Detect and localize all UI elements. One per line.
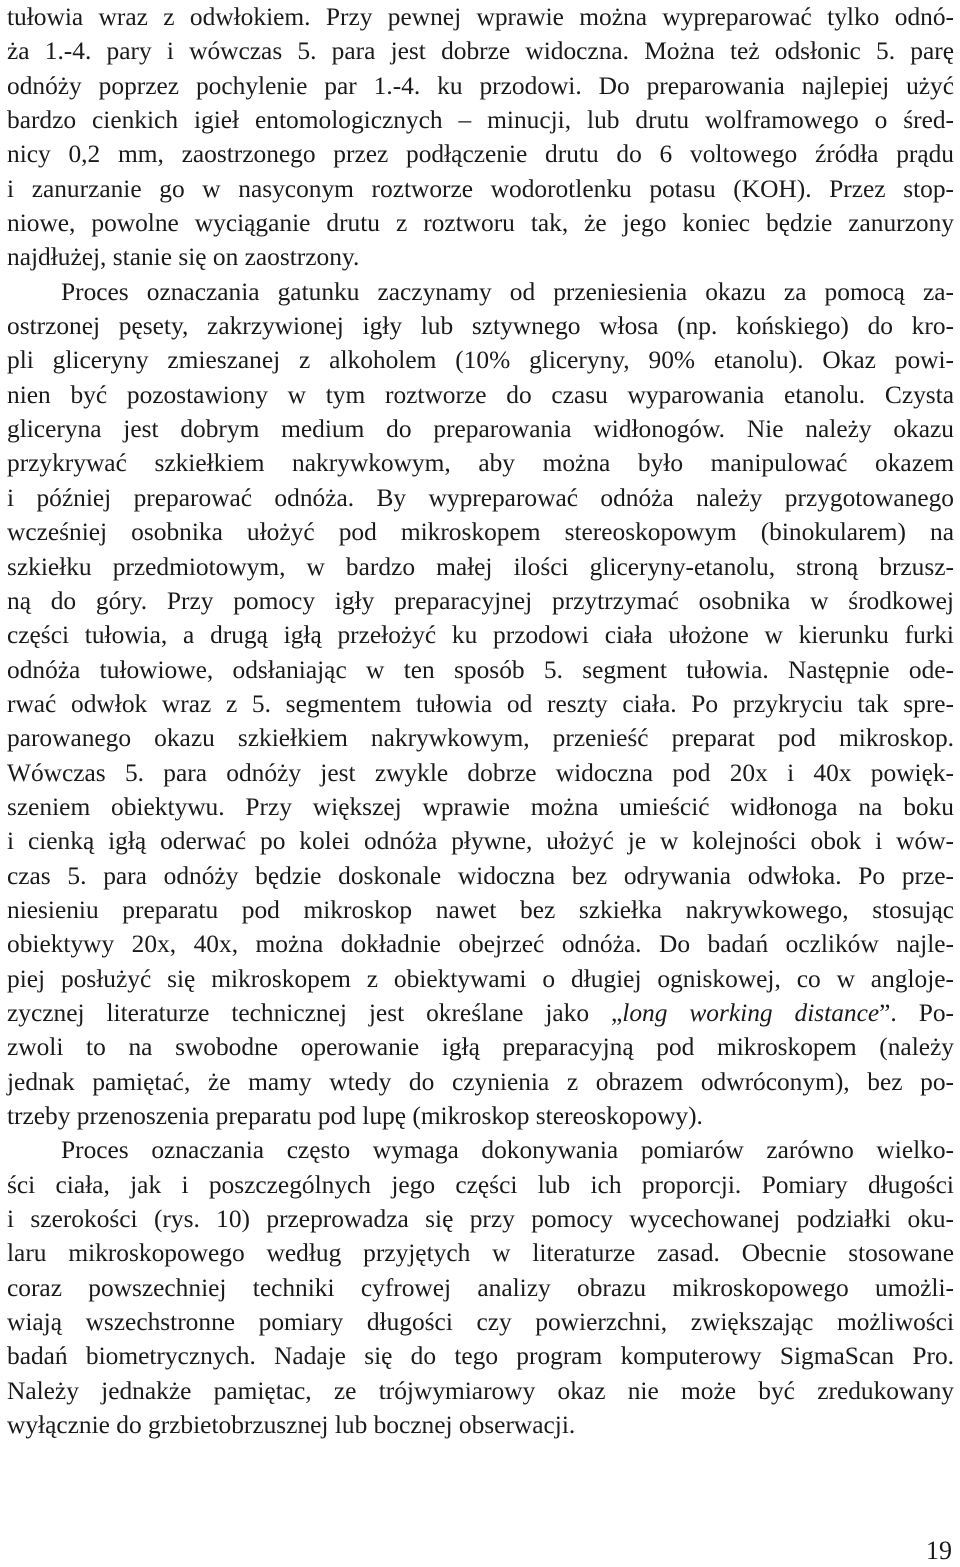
text-line: laru mikroskopowego według przyjętych w literaturze zasad. Obecnie stosowane [7,1239,954,1268]
text-line: pli gliceryny zmieszanej z alkoholem (10% gliceryny, 90% etanolu). Okaz powi- [7,346,954,375]
italic-term: long working distance [622,998,880,1027]
text-line: odnóży poprzez pochylenie par 1.-4. ku przodowi. Do preparowania najlepiej użyć [7,71,954,100]
text-line: i zanurzanie go w nasyconym roztworze wodorotlenku potasu (KOH). Przez stop- [7,174,954,203]
text-line: ści ciała, jak i poszczególnych jego części lub ich proporcji. Pomiary długości [7,1170,954,1199]
text-line: wyłącznie do grzbietobrzusznej lub bocznej obserwacji. [7,1411,576,1440]
text-line: wcześniej osobnika ułożyć pod mikroskopem stereoskopowym (binokularem) na [7,518,954,547]
text-line: niowe, powolne wyciąganie drutu z roztworu tak, że jego koniec będzie zanurzony [7,209,954,238]
text-line-italic-term: zycznej literaturze technicznej jest określane jako „long working distance”. Po- [7,998,954,1027]
paragraph-3 [7,1133,954,1442]
text-line: czas 5. para odnóży będzie doskonale widoczna bez odrywania odwłoka. Po prze- [7,861,954,890]
text-line: części tułowia, a drugą igłą przełożyć ku przodowi ciała ułożone w kierunku furki [7,621,954,650]
text-line: niesieniu preparatu pod mikroskop nawet bez szkiełka nakrywkowego, stosując [7,895,954,924]
text-line: i cienką igłą oderwać po kolei odnóża pływne, ułożyć je w kolejności obok i wów- [7,827,954,856]
text-line: rwać odwłok wraz z 5. segmentem tułowia od reszty ciała. Po przykryciu tak spre- [7,689,954,718]
text-line: piej posłużyć się mikroskopem z obiektywami o długiej ogniskowej, co w angloje- [7,964,954,993]
paragraph-2 [7,275,954,1134]
text-line: szkiełku przedmiotowym, w bardzo małej ilości gliceryny-etanolu, stroną brzusz- [7,552,954,581]
text-line: nicy 0,2 mm, zaostrzonego przez podłączenie drutu do 6 voltowego źródła prądu [7,140,954,169]
text-line: zwoli to na swobodne operowanie igłą preparacyjną pod mikroskopem (należy [7,1033,954,1062]
text-line: nien być pozostawiony w tym roztworze do czasu wyparowania etanolu. Czysta [7,380,954,409]
text-line: szeniem obiektywu. Przy większej wprawie można umieścić widłonoga na boku [7,792,954,821]
document-page [7,0,954,1442]
text-line: ną do góry. Przy pomocy igły preparacyjnej przytrzymać osobnika w środkowej [7,586,954,615]
text-line: parowanego okazu szkiełkiem nakrywkowym, przenieść preparat pod mikroskop. [7,724,954,753]
text-line: bardzo cienkich igieł entomologicznych – minucji, lub drutu wolframowego o śred- [7,106,954,135]
text-line: Należy jednakże pamiętac, ze trójwymiarowy okaz nie może być zredukowany [7,1376,954,1405]
text-line: gliceryna jest dobrym medium do preparowania widłonogów. Nie należy okazu [7,415,954,444]
text-line: trzeby przenoszenia preparatu pod lupę (mikroskop stereoskopowy). [7,1102,703,1130]
page-number: 19 [926,1536,952,1565]
text-line: wiają wszechstronne pomiary długości czy powierzchni, zwiększając możliwości [7,1308,954,1337]
text-line: i szerokości (rys. 10) przeprowadza się przy pomocy wycechowanej podziałki oku- [7,1205,954,1234]
text-line: Wówczas 5. para odnóży jest zwykle dobrze widoczna pod 20x i 40x powięk- [7,758,954,787]
text-line: jednak pamiętać, że mamy wtedy do czynienia z obrazem odwróconym), bez po- [7,1067,954,1096]
paragraph-1 [7,0,954,275]
text-line: ostrzonej pęsety, zakrzywionej igły lub sztywnego włosa (np. końskiego) do kro- [7,312,954,341]
text-line: coraz powszechniej techniki cyfrowej analizy obrazu mikroskopowego umożli- [7,1273,954,1302]
text-line: przykrywać szkiełkiem nakrywkowym, aby można było manipulować okazem [7,449,954,478]
text-line: i później preparować odnóża. By wypreparować odnóża należy przygotowanego [7,483,954,512]
text-line: Proces oznaczania często wymaga dokonywania pomiarów zarówno wielko- [61,1136,954,1165]
text-line: obiektywy 20x, 40x, można dokładnie obejrzeć odnóża. Do badań oczlików najle- [7,930,954,959]
text-line: najdłużej, stanie się on zaostrzony. [7,243,360,272]
text-line: odnóża tułowiowe, odsłaniając w ten sposób 5. segment tułowia. Następnie ode- [7,655,954,684]
text-line: Proces oznaczania gatunku zaczynamy od przeniesienia okazu za pomocą za- [61,277,954,306]
text-line: badań biometrycznych. Nadaje się do tego program komputerowy SigmaScan Pro. [7,1342,954,1371]
text-line: tułowia wraz z odwłokiem. Przy pewnej wprawie można wypreparować tylko odnó- [7,3,954,31]
text-line: ża 1.-4. pary i wówczas 5. para jest dobrze widoczna. Można też odsłonic 5. parę [7,37,954,66]
